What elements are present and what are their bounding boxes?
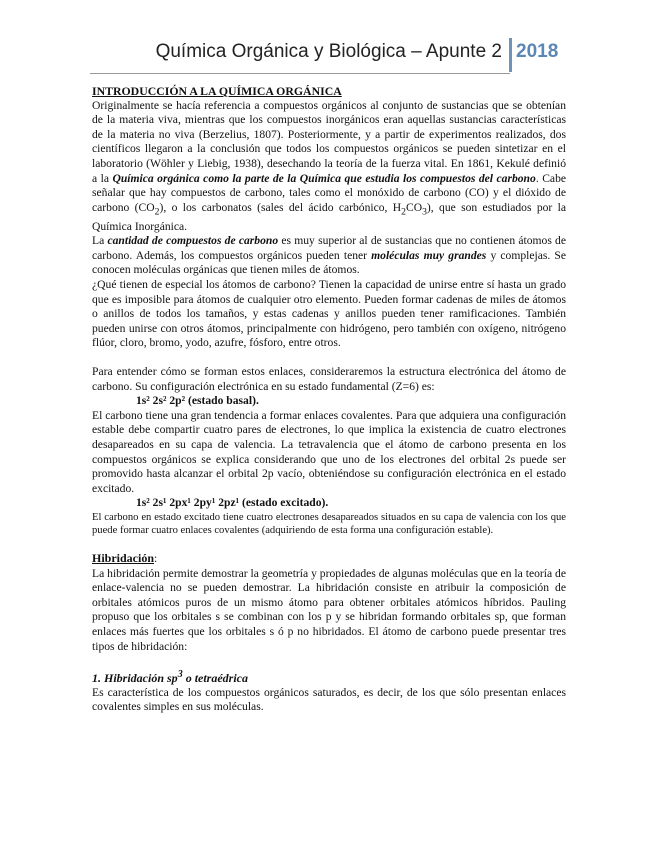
header-rule <box>90 73 510 74</box>
paragraph-carbon-special: ¿Qué tienen de especial los átomos de carbono? Tienen la capacidad de unirse entre sí hasta un grado que es imposible para átomos de cualquier otro elemento. Pueden formar cadenas de miles de átomos o anillos de todos los tamaños, y estas cadenas y anillos pueden tener ramificaciones. También pueden unirse con otros átomos, principalmente con hidrógeno, pero también con oxígeno, nitrógeno flúor, cloro, bromo, yodo, azufre, fósforo, entre otros. <box>92 278 566 350</box>
paragraph-excited-note: El carbono en estado excitado tiene cuatro electrones desapareados situados en su capa de valencia con los que puede formar cuatro enlaces covalentes (adquiriendo de esta forma una configuración estable). <box>92 511 566 536</box>
paragraph-covalent: El carbono tiene una gran tendencia a formar enlaces covalentes. Para que adquiera una configuración estable debe compartir cuatro pares de electrones, lo que implica la existencia de cuatro electrones desapareados en su capa de valencia. La tetravalencia que el átomo de carbono presenta en los compuestos orgánicos se explica considerando que uno de los electrones del orbital 2s puede ser promovido hasta alcanzar el orbital 2p vacío, obteniéndose su configuración electrónica en el estado excitado. <box>92 408 566 495</box>
spacer <box>92 654 566 668</box>
header-separator <box>509 38 512 72</box>
spacer <box>92 351 566 365</box>
header-title: Química Orgánica y Biológica – Apunte 2 <box>155 41 502 62</box>
document-body <box>92 84 566 715</box>
header-year: 2018 <box>516 41 559 62</box>
paragraph-electronic-structure: Para entender cómo se forman estos enlaces, consideraremos la estructura electrónica del átomo de carbono. Su configuración electrónica en su estado fundamental (Z=6) es: <box>92 365 566 393</box>
section-title: INTRODUCCIÓN A LA QUÍMICA ORGÁNICA <box>92 84 342 98</box>
config-ground-state: 1s² 2s² 2p² (estado basal). <box>136 394 259 408</box>
paragraph-origin: Originalmente se hacía referencia a compuestos orgánicos al conjunto de sustancias que se obtenían de la materia viva, mientras que los compuestos inorgánicos eran aquellas sustancias características de la materia no viva (Berzelius, 1807). Posteriormente, y a partir de experimentos realizados, dos científicos llegaron a la conclusión que todos los compuestos orgánicos se pueden sintetizar en el laboratorio (Wöhler y Liebig, 1938), desechando la teoría de la fuerza vital. En 1861, Kekulé definió a la Química orgánica como la parte de la Química que estudia los compuestos del carbono. Cabe señalar que hay compuestos de carbono, tales como el monóxido de carbono (CO) y el dióxido de carbono $(CO_2)$, o los carbonatos (sales del ácido carbónico, $H_2CO_3$), que son estudiados por la Química Inorgánica. <box>92 98 567 233</box>
paragraph-hibridacion: La hibridación permite demostrar la geometría y propiedades de algunas moléculas que en la teoría de enlace-valencia no se pueden demostrar. La hibridación consiste en atribuir la composición de orbitales atómicos puros de un mismo átomo para obtener orbitales atómicos híbridos. Pauling propuso que los orbitales s se combinan con los p y se hibridan formando orbitales sp, que forman enlaces más fuertes que los orbitales s ó p no hibridados. El átomo de carbono puede presentar tres tipos de hibridación: <box>92 566 566 653</box>
hibridacion-heading: Hibridación: <box>92 550 158 565</box>
sp3-heading: 1. Hibridación $sp^3$ o tetraédrica <box>92 669 249 686</box>
spacer <box>92 537 566 551</box>
page-header <box>155 38 580 72</box>
paragraph-sp3: Es característica de los compuestos orgánicos saturados, es decir, de los que sólo presentan enlaces covalentes simples en sus moléculas. <box>92 685 566 714</box>
paragraph-quantity: La cantidad de compuestos de carbono es muy superior al de sustancias que no contienen átomos de carbono. Además, los compuestos orgánicos pueden tener moléculas muy grandes y complejas. Se conocen moléculas orgánicas que tienen miles de átomos. <box>92 234 566 277</box>
config-excited-state: 1s² 2s¹ 2px¹ 2py¹ 2pz¹ (estado excitado). <box>136 496 329 510</box>
